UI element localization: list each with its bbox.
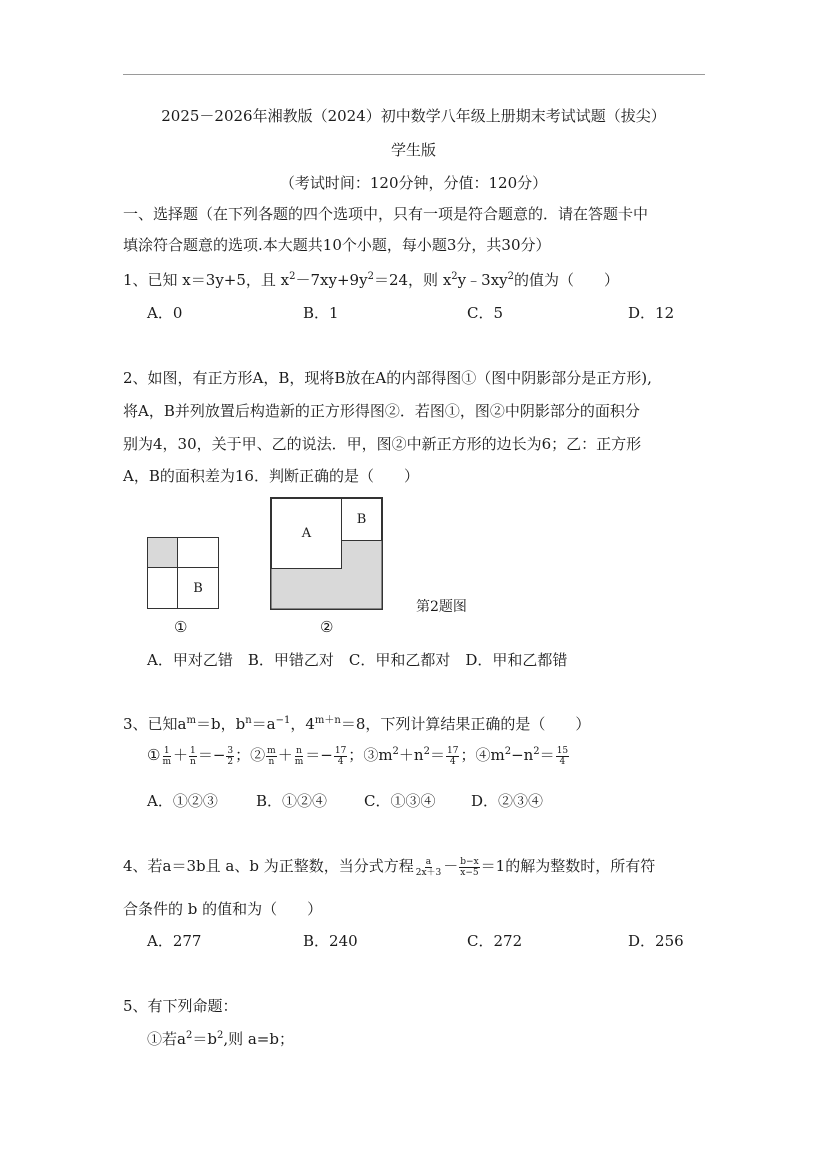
q4-option-c[interactable]: C．272: [467, 932, 523, 950]
section-heading-line-2: 填涂符合题意的选项.本大题共10个小题，每小题3分，共30分）: [123, 236, 551, 254]
question-2-line-1: 2、如图，有正方形A，B，现将B放在A的内部得图①（图中阴影部分是正方形),: [123, 369, 652, 387]
figure-caption: 第2题图: [416, 599, 467, 615]
figure-2-square-a: A: [271, 498, 342, 569]
question-4-line-2: 合条件的 b 的值和为（ ）: [123, 900, 323, 918]
q3-option-a[interactable]: A．①②③: [147, 792, 218, 810]
question-5-statement-1: ①若$a^2=b^2$,则 a=b；: [147, 1030, 294, 1048]
figure-1: [147, 537, 219, 609]
section-heading-line-1: 一、选择题（在下列各题的四个选项中，只有一项是符合题意的．请在答题卡中: [123, 205, 649, 223]
header-rule: [123, 74, 705, 75]
q4-option-b[interactable]: B．240: [303, 932, 358, 950]
q3-option-b[interactable]: B．①②④: [256, 792, 328, 810]
figure-1-square-b: B: [177, 567, 219, 609]
question-2-line-2: 将A，B并列放置后构造新的正方形得图②．若图①，图②中阴影部分的面积分: [123, 402, 640, 420]
question-4-line-1: 4、若a＝3b且 a、b 为正整数，当分式方程 $\frac{a}{2x+3}$ － $\frac{b-x}{x-5}$ ＝1的解为整数时，所有符: [123, 856, 656, 878]
figure-2-square-b: B: [341, 498, 382, 541]
page-subtitle: 学生版: [390, 141, 436, 159]
question-3-stem: 3、已知$a^m=b$，$b^n=a^{-1}$，$4^{m+n}=8$，下列计算结果正确的是（ ）: [123, 715, 591, 733]
q1-option-d[interactable]: D．12: [628, 304, 675, 322]
question-1-stem: 1、已知 x＝3y+5，且 $x^2-7xy+9y^2=24$，则 $x^2y﹣3xy^2$的值为（ ）: [123, 271, 620, 289]
figure-1-cell-top-right: [177, 537, 219, 568]
q1-option-c[interactable]: C．5: [467, 304, 504, 322]
q2-options[interactable]: A．甲对乙错 B．甲错乙对 C．甲和乙都对 D．甲和乙都错: [147, 651, 568, 669]
question-2-line-3: 别为4，30，关于甲、乙的说法．甲，图②中新正方形的边长为6；乙：正方形: [123, 435, 642, 453]
q1-option-a[interactable]: A．0: [147, 304, 183, 322]
page-title: 2025－2026年湘教版（2024）初中数学八年级上册期末考试试题（拔尖）: [161, 107, 666, 125]
figure-2: [270, 497, 383, 610]
question-5-stem: 5、有下列命题：: [123, 997, 238, 1015]
figure-1-caption: ①: [174, 618, 188, 636]
question-2-line-4: A，B的面积差为16．判断正确的是（ ）: [123, 467, 419, 485]
question-3-statements: ① $\frac{1}{m}$ ＋ $\frac{1}{n}$ ＝− $\frac{3}{2}$ ；② $\frac{m}{n}$ ＋ $\frac{n}{m}$ ＝− $\frac{17}{4}$ ；$③m^2+n^2=$ $\frac{17}{4}$ ；$④m^2-n^2=$ $\frac{15}{4}$: [147, 745, 569, 767]
q4-option-d[interactable]: D．256: [628, 932, 684, 950]
figure-1-cell-bottom-left: [147, 567, 178, 609]
figure-2-caption: ②: [320, 618, 334, 636]
q3-option-c[interactable]: C．①③④: [364, 792, 436, 810]
figure-1-shaded-square: [147, 537, 178, 568]
q1-option-b[interactable]: B．1: [303, 304, 339, 322]
q4-option-a[interactable]: A．277: [147, 932, 202, 950]
q3-option-d[interactable]: D．②③④: [471, 792, 544, 810]
exam-info: （考试时间：120分钟，分值：120分）: [279, 174, 548, 192]
